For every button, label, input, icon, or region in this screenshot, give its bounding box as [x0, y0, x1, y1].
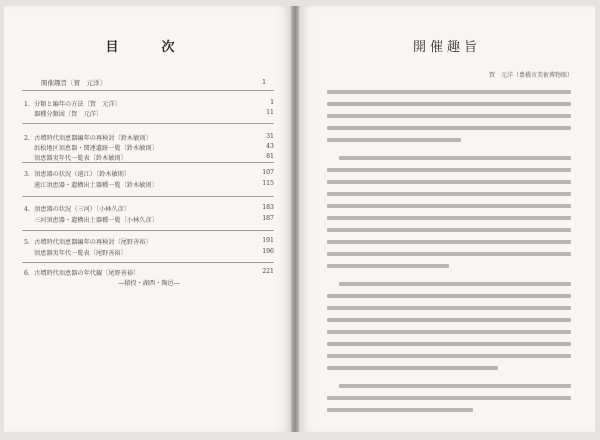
toc-preface-page: 1	[262, 78, 267, 86]
toc-divider	[22, 196, 274, 197]
body-text-line	[327, 192, 571, 196]
body-text-line	[327, 318, 571, 322]
body-text-line	[327, 102, 571, 106]
body-text-line	[327, 180, 571, 184]
toc-divider	[22, 262, 274, 263]
essay-page	[299, 6, 595, 432]
body-text-line	[327, 342, 571, 346]
contents-title: 目 次	[105, 40, 190, 55]
toc-preface-label: 開催趣旨〔賀 元洋〕	[41, 79, 106, 87]
body-text-line	[327, 168, 571, 172]
body-text-line	[327, 228, 571, 232]
body-text-line	[327, 216, 571, 220]
body-text-line	[327, 252, 571, 256]
body-text-line	[327, 126, 571, 130]
body-text-line	[339, 384, 571, 388]
body-text-line	[327, 204, 571, 208]
essay-author: 賀 元洋（豊橋市美術博物館）	[488, 72, 573, 79]
contents-page: 目 次 開催趣旨〔賀 元洋〕 1 1．分類と編年の方法〔賀 元洋〕 1 器種分類図〔賀 元洋〕 11 2．古墳時代須恵器編年の再検討〔鈴木敏則〕 31 浜松地区須恵器・関連遺跡一覧〔鈴木敏則〕 43 須恵器実年代一覧表〔鈴木敏則〕 81 3．須恵器の状況（遠江）〔鈴木敏則〕 107 遠江須恵器・遺構出土器種一覧〔鈴木敏則〕 115 4．須恵器の状況（三河）〔小林久彦〕 183 三河須恵器・遺構出土器種一覧〔小林久彦〕 187 5．古墳時代須恵器編年の再検討〔尾野善裕〕 191 須恵器実年代一覧表〔尾野善裕〕 196 6．古墳時代須恵器の年代観〔尾野善裕〕 221 ―猿投・湖西・陶邑―	[4, 6, 291, 432]
toc-divider	[22, 230, 274, 231]
body-text-line	[327, 294, 571, 298]
toc-divider	[22, 90, 274, 91]
body-text-line	[327, 354, 571, 358]
body-text-line	[327, 330, 571, 334]
body-text-line	[339, 282, 571, 286]
body-text-line	[327, 240, 571, 244]
body-text-line	[327, 408, 473, 412]
body-text-line	[327, 114, 571, 118]
toc-divider	[22, 162, 274, 163]
body-text-line	[327, 90, 571, 94]
body-text-line	[327, 306, 571, 310]
book-gutter	[291, 6, 299, 432]
body-text-line	[327, 264, 449, 268]
toc-entry: ―猿投・湖西・陶邑―	[118, 280, 180, 287]
essay-title: 開催趣旨	[412, 40, 481, 55]
body-text-line	[339, 156, 571, 160]
body-text-line	[327, 366, 498, 370]
body-text-line	[327, 138, 461, 142]
body-text-line	[327, 396, 571, 400]
toc-divider	[22, 123, 274, 124]
